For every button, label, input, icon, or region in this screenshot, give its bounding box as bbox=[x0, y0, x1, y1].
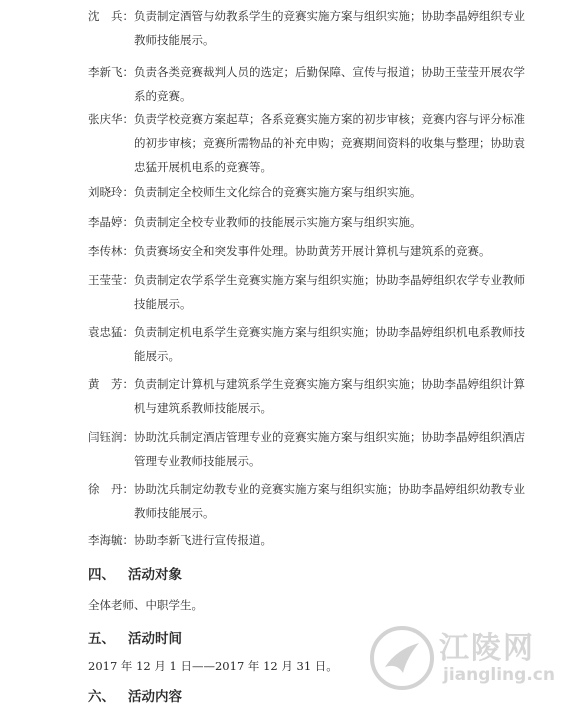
duty-entry bbox=[88, 60, 528, 108]
section-heading bbox=[88, 627, 182, 647]
duty-text: 协助沈兵制定酒店管理专业的竞赛实施方案与组织实施；协助李晶婷组织酒店管理专业教师技能展示。 bbox=[134, 430, 525, 468]
duty-text: 负责制定农学系学生竞赛实施方案与组织实施；协助李晶婷组织农学专业教师技能展示。 bbox=[134, 273, 525, 311]
duty-entry bbox=[88, 107, 528, 179]
staff-name: 李传林： bbox=[88, 244, 134, 258]
duty-text: 协助李新飞进行宣传报道。 bbox=[134, 533, 272, 547]
section-heading bbox=[88, 685, 182, 705]
watermark bbox=[367, 617, 557, 697]
duty-text: 负责制定全校专业教师的技能展示实施方案与组织实施。 bbox=[134, 215, 422, 229]
section-title: 活动时间 bbox=[128, 631, 182, 647]
duty-entry bbox=[88, 528, 528, 552]
duty-text: 负责制定计算机与建筑系学生竞赛实施方案与组织实施；协助李晶婷组织计算机与建筑系教师技能展示。 bbox=[134, 377, 525, 415]
staff-name: 李海毓： bbox=[88, 533, 134, 547]
section-title: 活动对象 bbox=[128, 567, 182, 583]
duty-entry bbox=[88, 180, 528, 204]
staff-name: 闫钰润： bbox=[88, 430, 134, 444]
duty-text: 负责制定酒管与幼教系学生的竞赛实施方案与组织实施；协助李晶婷组织专业教师技能展示。 bbox=[134, 9, 525, 47]
staff-name: 刘晓玲： bbox=[88, 185, 134, 199]
staff-name: 沈 兵： bbox=[88, 9, 134, 23]
staff-name: 黄 芳： bbox=[88, 377, 134, 391]
duty-entry bbox=[88, 320, 528, 368]
staff-name: 徐 丹： bbox=[88, 482, 134, 496]
section-number: 五、 bbox=[88, 631, 115, 647]
section-title: 活动内容 bbox=[128, 689, 182, 705]
duty-text: 负责赛场安全和突发事件处理。协助黄芳开展计算机与建筑系的竞赛。 bbox=[134, 244, 491, 258]
watermark-logo-icon bbox=[367, 623, 437, 693]
duty-entry bbox=[88, 372, 528, 420]
staff-name: 王莹莹： bbox=[88, 273, 134, 287]
duty-entry bbox=[88, 210, 528, 234]
section-number: 六、 bbox=[88, 689, 115, 705]
watermark-name: 江陵网 bbox=[439, 631, 535, 666]
section-body: 全体老师、中职学生。 bbox=[88, 598, 203, 612]
duty-entry bbox=[88, 239, 528, 263]
duty-entry bbox=[88, 268, 528, 316]
staff-name: 李新飞： bbox=[88, 65, 134, 79]
duty-entry bbox=[88, 4, 528, 52]
staff-name: 张庆华： bbox=[88, 112, 134, 126]
duty-text: 负责制定全校师生文化综合的竞赛实施方案与组织实施。 bbox=[134, 185, 422, 199]
duty-entry bbox=[88, 477, 528, 525]
section-heading bbox=[88, 563, 182, 583]
duty-text: 负责学校竞赛方案起草；各系竞赛实施方案的初步审核；竞赛内容与评分标准的初步审核；竞赛所需物品的补充申购；竞赛期间资料的收集与整理；协助袁忠猛开展机电系的竞赛等。 bbox=[134, 112, 525, 174]
staff-name: 袁忠猛： bbox=[88, 325, 134, 339]
duty-text: 协助沈兵制定幼教专业的竞赛实施方案与组织实施；协助李晶婷组织幼教专业教师技能展示。 bbox=[134, 482, 525, 520]
watermark-url: jiangling.cn bbox=[443, 665, 555, 685]
duty-entry bbox=[88, 425, 528, 473]
duty-text: 负责各类竞赛裁判人员的选定；后勤保障、宣传与报道；协助王莹莹开展农学系的竞赛。 bbox=[134, 65, 525, 103]
staff-name: 李晶婷： bbox=[88, 215, 134, 229]
duty-text: 负责制定机电系学生竞赛实施方案与组织实施；协助李晶婷组织机电系教师技能展示。 bbox=[134, 325, 525, 363]
section-number: 四、 bbox=[88, 567, 115, 583]
section-body: 2017 年 12 月 1 日——2017 年 12 月 31 日。 bbox=[88, 659, 338, 673]
